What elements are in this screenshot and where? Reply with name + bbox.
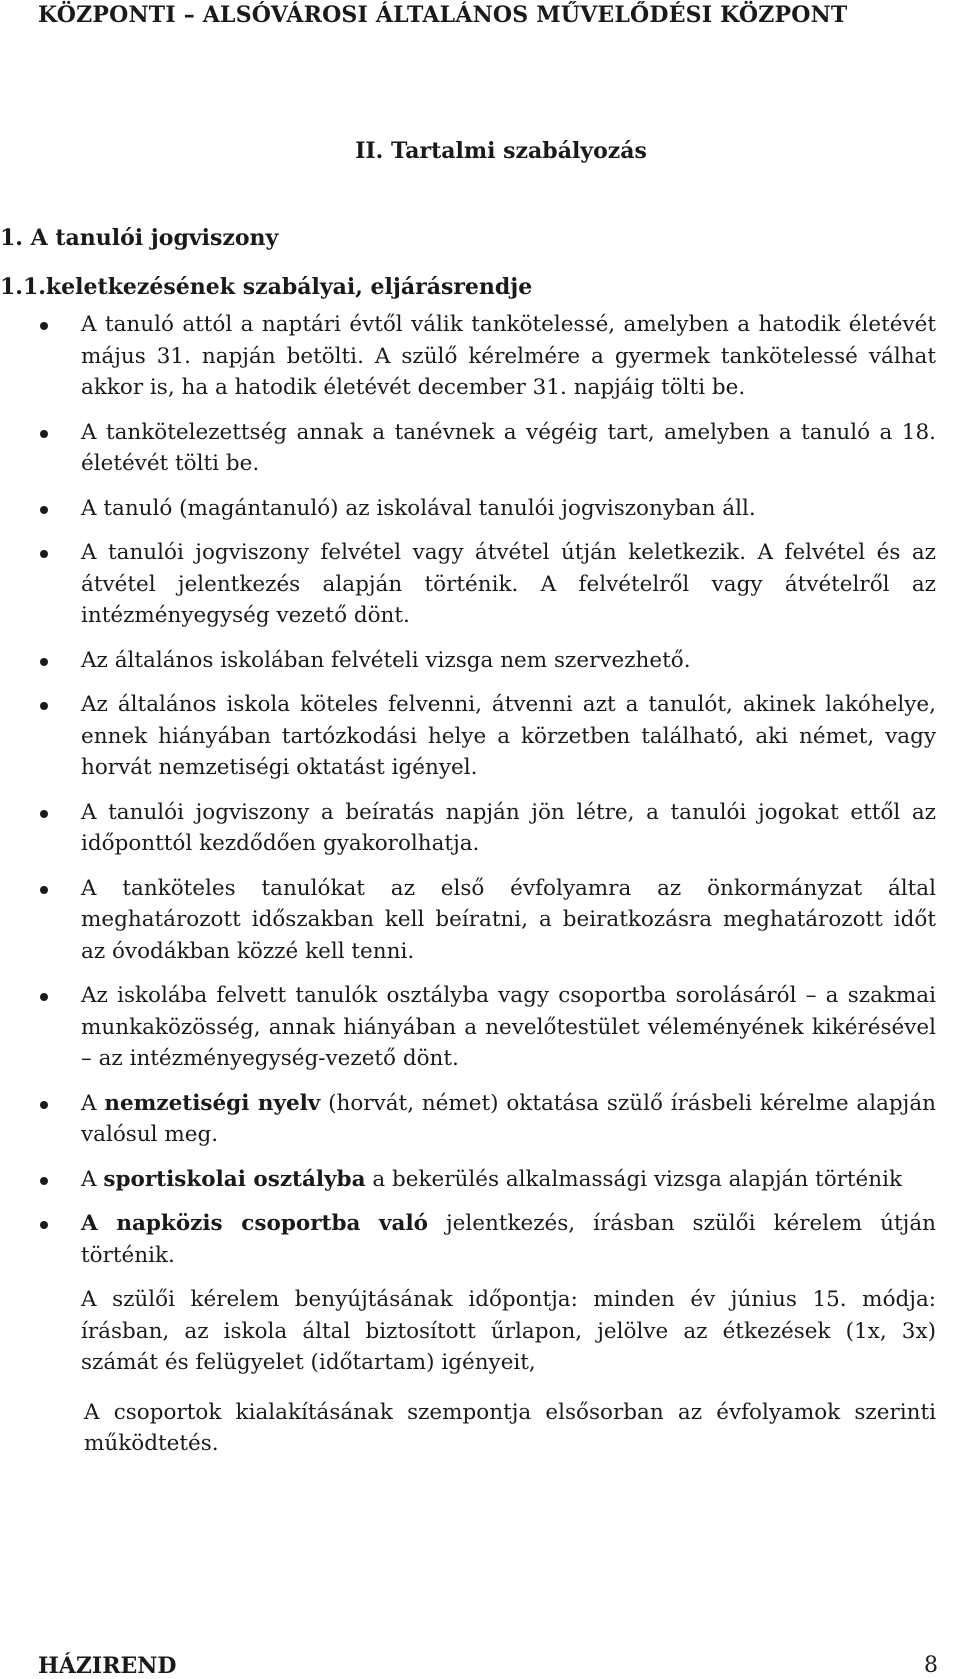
document-header: KÖZPONTI – ALSÓVÁROSI ÁLTALÁNOS MŰVELŐDÉSI KÖZPONT bbox=[38, 2, 848, 28]
bullet-list bbox=[0, 309, 960, 1271]
list-item: A tanköteles tanulókat az első évfolyamra az önkormányzat által meghatározott időszakban kell beíratni, a beiratkozásra meghatározott időt az óvodákban közzé kell tenni. bbox=[0, 873, 960, 968]
list-item: A nemzetiségi nyelv (horvát, német) oktatása szülő írásbeli kérelme alapján valósul meg. bbox=[0, 1088, 960, 1151]
bullet-icon bbox=[40, 702, 48, 710]
list-item: A tanuló attól a naptári évtől válik tankötelessé, amelyben a hatodik életévét május 31. napján betölti. A szülő kérelmére a gyermek tankötelessé válhat akkor is, ha a hatodik életévét december 31. napjáig tölti be. bbox=[0, 309, 960, 404]
bullet-icon bbox=[40, 322, 48, 330]
bullet-icon bbox=[40, 658, 48, 666]
heading-level-1: 1. A tanulói jogviszony bbox=[0, 225, 279, 251]
list-item: A tankötelezettség annak a tanévnek a végéig tart, amelyben a tanuló a 18. életévét tölti be. bbox=[0, 417, 960, 480]
document-body bbox=[0, 309, 960, 1460]
list-item: A tanulói jogviszony felvétel vagy átvétel útján keletkezik. A felvétel és az átvétel jelentkezés alapján történik. A felvételről vagy átvételről az intézményegység vezető dönt. bbox=[0, 537, 960, 632]
bullet-icon bbox=[40, 1177, 48, 1185]
bullet-icon bbox=[40, 886, 48, 894]
footer-label: HÁZIREND bbox=[38, 1653, 177, 1679]
bullet-icon bbox=[40, 1101, 48, 1109]
list-item: A napközis csoportba való jelentkezés, írásban szülői kérelem útján történik. bbox=[0, 1208, 960, 1271]
bullet-icon bbox=[40, 506, 48, 514]
section-title: II. Tartalmi szabályozás bbox=[355, 138, 647, 164]
list-item: Az általános iskola köteles felvenni, átvenni azt a tanulót, akinek lakóhelye, ennek hiányában tartózkodási helye a körzetben található, aki német, vagy horvát nemzetiségi oktatást igényel. bbox=[0, 689, 960, 784]
list-item: A tanulói jogviszony a beíratás napján jön létre, a tanulói jogokat ettől az időponttól kezdődően gyakorolhatja. bbox=[0, 797, 960, 860]
bullet-icon bbox=[40, 430, 48, 438]
page-number: 8 bbox=[924, 1653, 938, 1678]
list-item: Az iskolába felvett tanulók osztályba vagy csoportba sorolásáról – a szakmai munkaközösség, annak hiányában a nevelőtestület véleményének kikérésével – az intézményegység-vezető dönt. bbox=[0, 980, 960, 1075]
list-item: A sportiskolai osztályba a bekerülés alkalmassági vizsga alapján történik bbox=[0, 1164, 960, 1196]
heading-level-2: 1.1.keletkezésének szabályai, eljárásrendje bbox=[0, 274, 533, 300]
bullet-icon bbox=[40, 810, 48, 818]
bullet-icon bbox=[40, 550, 48, 558]
paragraph-group-criteria: A csoportok kialakításának szempontja elsősorban az évfolyamok szerinti működtetés. bbox=[84, 1399, 936, 1456]
bullet-icon bbox=[40, 1221, 48, 1229]
bullet-icon bbox=[40, 993, 48, 1001]
paragraph-application-details: A szülői kérelem benyújtásának időpontja: minden év június 15. módja: írásban, az iskola által biztosított űrlapon, jelölve az étkezések (1x, 3x) számát és felügyelet (időtartam) igényeit, bbox=[81, 1287, 936, 1375]
list-item: Az általános iskolában felvételi vizsga nem szervezhető. bbox=[0, 645, 960, 677]
list-item: A tanuló (magántanuló) az iskolával tanulói jogviszonyban áll. bbox=[0, 493, 960, 525]
